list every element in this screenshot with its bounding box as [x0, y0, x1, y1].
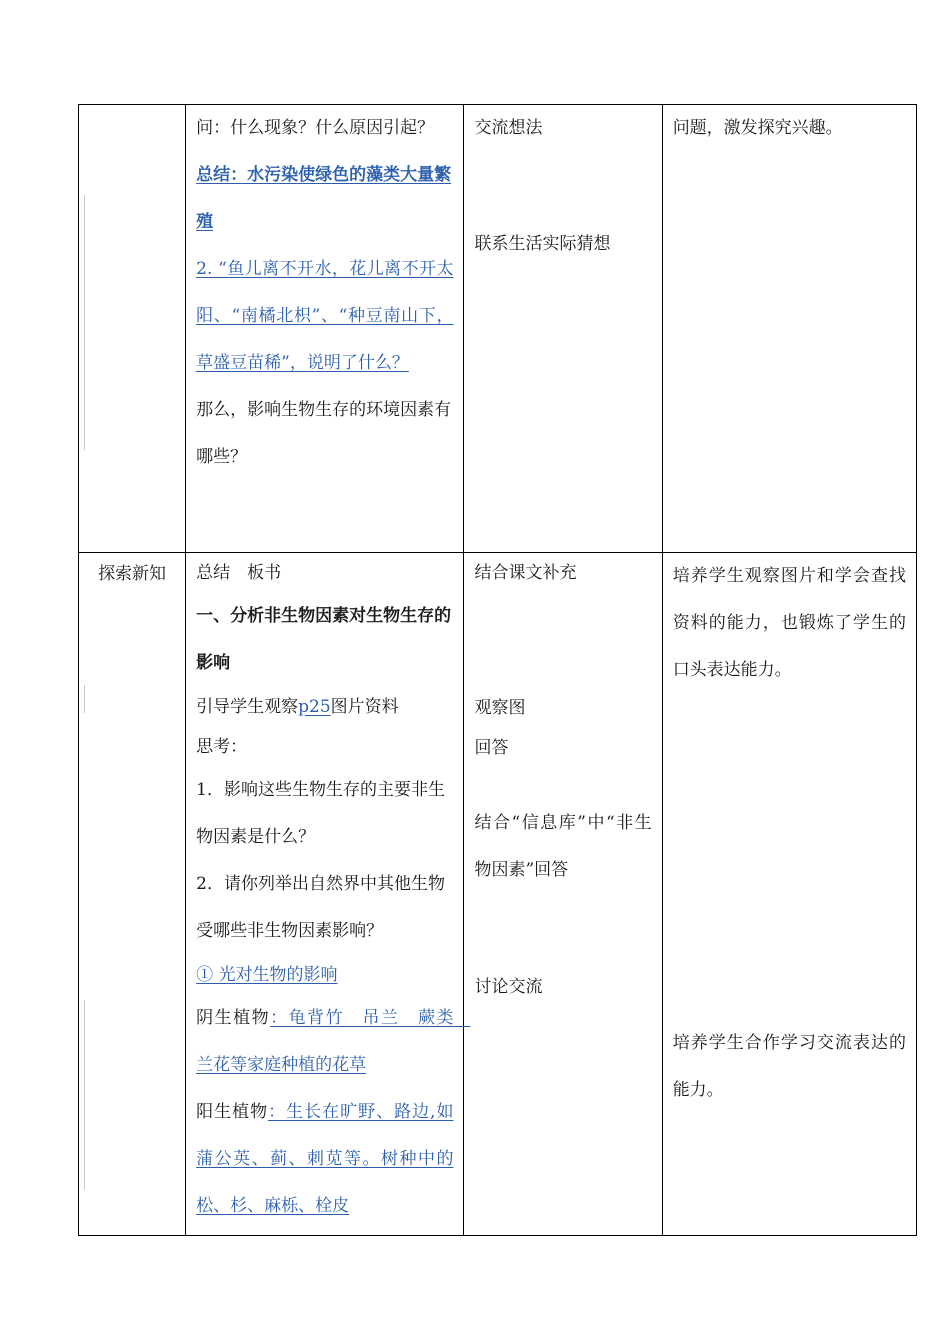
- student-text: 交流想法: [474, 118, 543, 138]
- question-text: 1．影响这些生物生存的主要非生物因素是什么？: [196, 780, 445, 847]
- teacher-text: 引导学生观察: [196, 697, 299, 717]
- teacher-text: 那么，影响生物生存的环境因素有哪些？: [196, 400, 452, 467]
- student-activity-cell: [464, 553, 662, 1236]
- teacher-text: 思考：: [196, 737, 248, 757]
- design-intent-cell: [662, 105, 916, 553]
- page-link[interactable]: p25: [298, 697, 331, 717]
- intent-text: 问题，激发探究兴趣。: [672, 118, 843, 138]
- teacher-activity-cell: [186, 105, 464, 553]
- teacher-text: 阳生植物: [196, 1102, 269, 1122]
- teacher-text: 阴生植物: [196, 1008, 271, 1028]
- stage-cell: [79, 105, 186, 553]
- question-text: 2．请你列举出自然界中其他生物受哪些非生物因素影响？: [196, 874, 445, 941]
- table-row: [79, 553, 917, 1236]
- lesson-plan-table: [78, 104, 917, 1236]
- student-text: 结合“信息库”中“非生物因素”回答: [474, 813, 652, 880]
- topic-link[interactable]: ① 光对生物的影响: [196, 965, 338, 985]
- example-link[interactable]: ：龟背竹 吊兰 蕨类 兰花等家庭种植的花草: [196, 1008, 471, 1075]
- teacher-text: 总结 板书: [196, 563, 282, 583]
- teacher-text: [196, 687, 453, 727]
- stage-label: 探索新知: [98, 564, 167, 584]
- example-link[interactable]: ：生长在旷野、路边,如蒲公英、蓟、刺苋等。树种中的松、杉、麻栎、栓皮: [196, 1102, 454, 1216]
- student-activity-cell: [464, 105, 662, 553]
- student-text: 联系生活实际猜想: [474, 234, 611, 254]
- teacher-activity-cell: [186, 553, 471, 1236]
- teacher-text: 图片资料: [330, 697, 399, 717]
- shade-plants-text: [196, 995, 471, 1089]
- intent-text: 培养学生合作学习交流表达的能力。: [672, 1033, 906, 1100]
- teacher-text: 问：什么现象？什么原因引起？: [196, 118, 435, 138]
- stage-label: [79, 105, 185, 111]
- question-link[interactable]: 2. “鱼儿离不开水，花儿离不开太阳、“南橘北枳”、“种豆南山下，草盛豆苗稀”，说明了什么？: [196, 259, 454, 373]
- intent-text: 培养学生观察图片和学会查找资料的能力，也锻炼了学生的口头表达能力。: [672, 566, 906, 680]
- student-text: 观察图: [474, 698, 526, 718]
- section-heading: 一、分析非生物因素对生物生存的影响: [196, 606, 452, 673]
- design-intent-cell: [662, 553, 916, 1236]
- student-text: 回答: [474, 738, 509, 758]
- sun-plants-text: [196, 1089, 453, 1230]
- student-text: 结合课文补充: [474, 563, 577, 583]
- student-text: 讨论交流: [474, 977, 543, 997]
- table-row: [79, 105, 917, 553]
- stage-cell: [79, 553, 186, 1236]
- summary-text: 总结：水污染使绿色的藻类大量繁殖: [196, 165, 452, 232]
